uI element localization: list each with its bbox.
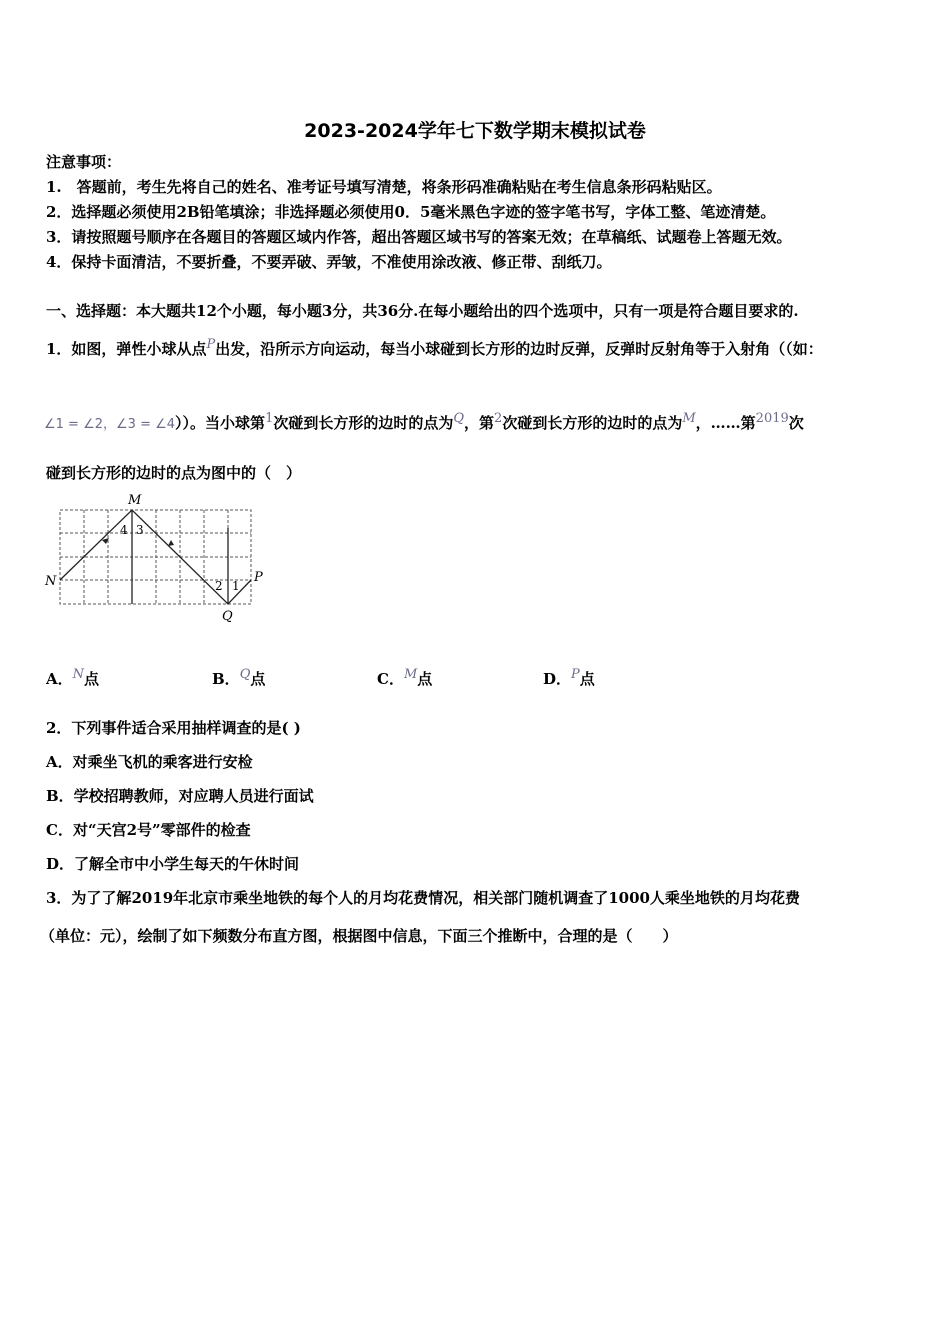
q1-text: 次 xyxy=(788,414,804,432)
label-n: N xyxy=(45,574,57,589)
q1-equation-2: ∠3 = ∠4 xyxy=(116,417,176,432)
q1-text: ））。当小球第 xyxy=(175,414,266,432)
label-m: M xyxy=(128,493,142,508)
q2-option-d[interactable]: D．了解全市中小学生每天的午休时间 xyxy=(46,855,300,873)
angle-3: 3 xyxy=(136,523,144,537)
q1-num-2019: 2019 xyxy=(755,411,789,426)
angle-2: 2 xyxy=(215,579,223,593)
q1-equation-1: ∠1 = ∠2 xyxy=(44,417,104,432)
q2-option-b[interactable]: B．学校招聘教师，对应聘人员进行面试 xyxy=(46,787,314,805)
option-suffix: 点 xyxy=(84,670,100,688)
option-var: Q xyxy=(239,667,251,682)
notice-item-3: 3．请按照题号顺序在各题目的答题区域内作答，超出答题区域书写的答案无效；在草稿纸、试题卷上答题无效。 xyxy=(46,228,792,246)
q1-line-1 xyxy=(46,337,823,360)
option-var: N xyxy=(72,667,85,682)
notice-heading: 注意事项： xyxy=(46,153,122,171)
option-var: P xyxy=(571,667,580,682)
option-suffix: 点 xyxy=(579,670,595,688)
q1-figure xyxy=(40,488,280,628)
label-p: P xyxy=(254,570,263,585)
q1-line-2 xyxy=(44,411,804,434)
q2-option-c[interactable]: C．对“天宫2号”零部件的检查 xyxy=(46,821,251,839)
q2-stem: 2．下列事件适合采用抽样调查的是( ) xyxy=(46,719,301,737)
q1-option-a[interactable] xyxy=(46,668,99,689)
section-heading: 一、选择题：本大题共12个小题，每小题3分，共36分.在每小题给出的四个选项中，只有一项是符合题目要求的. xyxy=(46,302,799,320)
notice-item-2: 2．选择题必须使用2B铅笔填涂；非选择题必须使用0．5毫米黑色字迹的签字笔书写，字体工整、笔迹清楚。 xyxy=(46,203,776,221)
option-suffix: 点 xyxy=(250,670,266,688)
notice-item-1: 1. 答题前，考生先将自己的姓名、准考证号填写清楚，将条形码准确粘贴在考生信息条形码粘贴区。 xyxy=(46,178,722,196)
q3-line-2: （单位：元），绘制了如下频数分布直方图，根据图中信息，下面三个推断中，合理的是（ ） xyxy=(40,927,678,945)
q2-option-a[interactable]: A．对乘坐飞机的乘客进行安检 xyxy=(46,753,253,771)
option-var: M xyxy=(403,667,418,682)
q1-text: 1．如图，弹性小球从点 xyxy=(46,340,207,358)
q1-num-2: 2 xyxy=(494,411,503,426)
q1-option-d[interactable] xyxy=(543,668,595,689)
q1-text: ，……第 xyxy=(695,414,756,432)
direction-arrows xyxy=(102,538,174,546)
angle-4: 4 xyxy=(120,523,128,537)
q1-text: 出发，沿所示方向运动，每当小球碰到长方形的边时反弹，反弹时反射角等于入射角（（如： xyxy=(215,340,823,358)
option-label: B． xyxy=(212,670,240,688)
q1-sep: ， xyxy=(103,417,117,432)
q1-var-m: M xyxy=(682,411,696,426)
q1-line-3: 碰到长方形的边时的点为图中的（ ） xyxy=(46,464,302,482)
q1-var-q: Q xyxy=(453,411,465,426)
q3-line-1: 3．为了了解2019年北京市乘坐地铁的每个人的月均花费情况，相关部门随机调查了1000人乘坐地铁的月均花费 xyxy=(46,889,800,907)
option-label: A． xyxy=(46,670,73,688)
angle-1: 1 xyxy=(232,579,240,593)
label-q: Q xyxy=(222,609,233,624)
q1-num-1: 1 xyxy=(265,411,274,426)
q1-option-b[interactable] xyxy=(212,668,265,689)
option-label: C． xyxy=(377,670,404,688)
q1-text: 次碰到长方形的边时的点为 xyxy=(273,414,454,432)
option-suffix: 点 xyxy=(417,670,433,688)
q1-text: ，第 xyxy=(464,414,495,432)
q1-var-p: P xyxy=(206,337,216,352)
page-title: 2023-2024学年七下数学期末模拟试卷 xyxy=(304,120,646,142)
option-label: D． xyxy=(543,670,572,688)
notice-item-4: 4．保持卡面清洁，不要折叠，不要弄破、弄皱，不准使用涂改液、修正带、刮纸刀。 xyxy=(46,253,612,271)
q1-option-c[interactable] xyxy=(377,668,432,689)
q1-text: 次碰到长方形的边时的点为 xyxy=(502,414,683,432)
